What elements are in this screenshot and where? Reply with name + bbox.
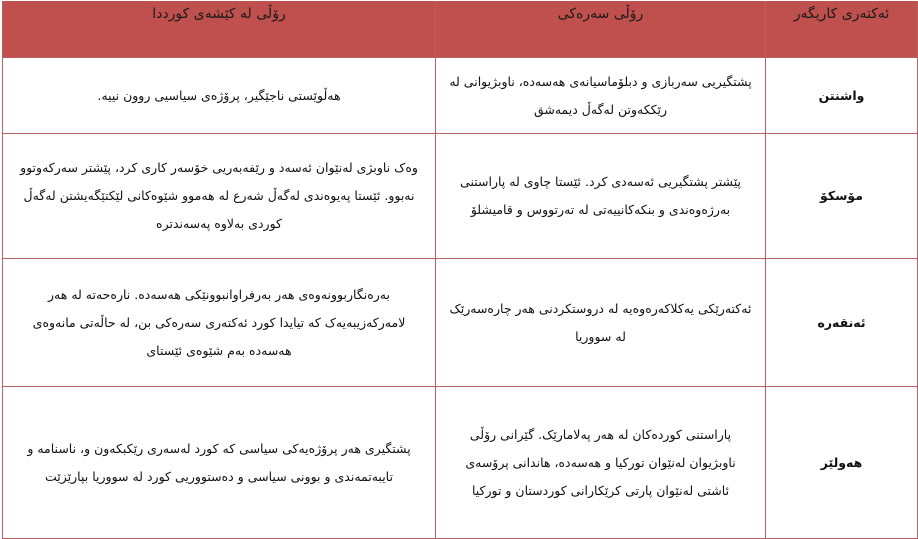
kurdish-role-cell: بەرەنگاربوونەوەی هەر بەرفراوانبوونێکی هەسەدە. نارەحەتە لە هەر لامەرکەزیبەیەک کە تیایدا کورد ئەکتەری سەرەکی بن، لە حاڵەتی مانەوەی هەسەدە بەم شێوەی ئێستای: [3, 259, 436, 387]
table-row: [3, 134, 918, 259]
header-actor: ئەکتەری کاریگەر: [766, 1, 918, 58]
actor-cell: ئەنقەرە: [766, 259, 918, 387]
role-cell: پشتگیریی سەربازی و دبلۆماسیانەی هەسەدە، ناوبژیوانی لە رێککەوتن لەگەڵ دیمەشق: [436, 58, 766, 134]
actor-cell: مۆسکۆ: [766, 134, 918, 259]
header-role: رۆڵی سەرەکی: [436, 1, 766, 58]
table-row: [3, 387, 918, 539]
kurdish-role-cell: هەڵوێستی ناجێگیر، پرۆژەی سیاسیی روون نییە.: [3, 58, 436, 134]
table-row: [3, 58, 918, 134]
role-cell: پێشتر پشتگیریی ئەسەدی کرد. ئێستا چاوی لە پاراستنی بەرژەوەندی و بنکەکانییەتی لە تەرتووس و قامیشلۆ: [436, 134, 766, 259]
role-cell: ئەکتەرێکی یەکلاکەرەوەیە لە دروستکردنی هەر چارەسەرێک لە سووریا: [436, 259, 766, 387]
actor-cell: هەولێر: [766, 387, 918, 539]
header-row: [3, 1, 918, 58]
kurdish-role-cell: پشتگیری هەر پرۆژەیەکی سیاسی کە کورد لەسەری رێکبکەون و، ناسنامە و تایبەتمەندی و بوونی سیاسی و دەستووریی کورد لە سووریا بپارێزێت: [3, 387, 436, 539]
actor-cell: واشنتن: [766, 58, 918, 134]
header-kurdish-role: رۆڵی لە کێشەی کورددا: [3, 1, 436, 58]
actors-table: [2, 1, 918, 539]
role-cell: پاراستنی کوردەکان لە هەر پەلامارێک. گێرانی رۆڵی ناوبژیوان لەنێوان تورکیا و هەسەدە، هاندانی پرۆسەی ئاشتی لەنێوان پارتی کرێکارانی کوردستان و تورکیا: [436, 387, 766, 539]
table-row: [3, 259, 918, 387]
kurdish-role-cell: وەک ناوبژی لەنێوان ئەسەد و رێفەبەریی خۆسەر کاری کرد، پێشتر سەرکەوتوو نەبوو. ئێستا پەیوەندی لەگەڵ شەرع لە هەموو شێوەکانی لێکتێگەیشتن لەگەڵ کوردی بەلاوە پەسەندترە: [3, 134, 436, 259]
